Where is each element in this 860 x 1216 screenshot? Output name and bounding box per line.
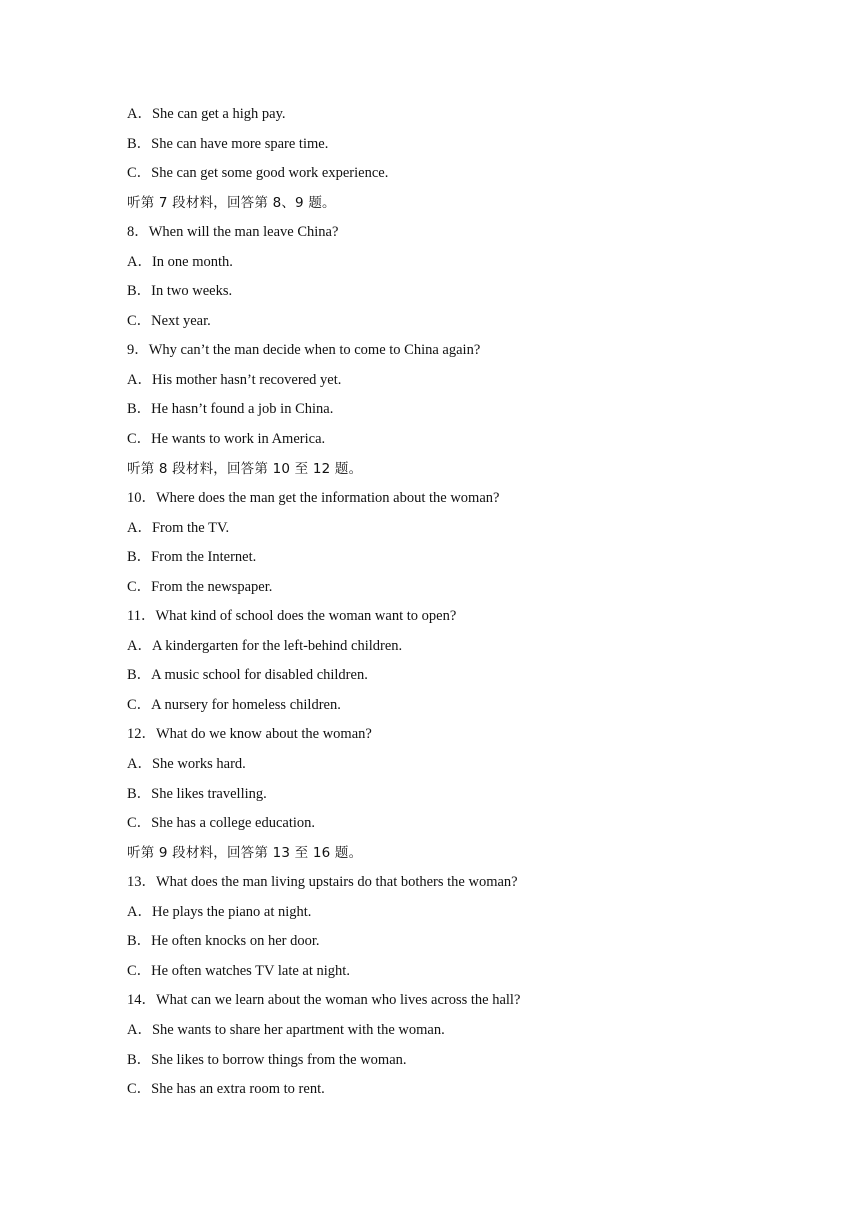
question-text: 12．What do we know about the woman? xyxy=(127,726,372,743)
answer-option: A．In one month. xyxy=(127,253,233,270)
answer-option: C．She can get some good work experience. xyxy=(127,165,389,182)
answer-option: A．From the TV. xyxy=(127,519,230,536)
answer-option: C．Next year. xyxy=(127,312,211,329)
answer-option: B．She likes to borrow things from the woman. xyxy=(127,1051,407,1068)
document-body xyxy=(127,102,747,1107)
answer-option: C．She has a college education. xyxy=(127,815,316,832)
answer-option: C．She has an extra room to rent. xyxy=(127,1081,325,1098)
answer-option: B．She can have more spare time. xyxy=(127,135,329,152)
answer-option: C．He wants to work in America. xyxy=(127,431,326,448)
question-text: 11．What kind of school does the woman want to open? xyxy=(127,608,457,625)
question-text: 13．What does the man living upstairs do that bothers the woman? xyxy=(127,874,518,891)
question-text: 9．Why can’t the man decide when to come to China again? xyxy=(127,342,481,359)
section-instruction: 听第 8 段材料，回答第 10 至 12 题。 xyxy=(127,460,363,477)
answer-option: C．A nursery for homeless children. xyxy=(127,696,341,713)
answer-option: A．She wants to share her apartment with the woman. xyxy=(127,1021,445,1038)
answer-option: B．From the Internet. xyxy=(127,549,257,566)
answer-option: B．She likes travelling. xyxy=(127,785,267,802)
answer-option: A．His mother hasn’t recovered yet. xyxy=(127,371,342,388)
answer-option: B．He hasn’t found a job in China. xyxy=(127,401,334,418)
section-instruction: 听第 7 段材料，回答第 8、9 题。 xyxy=(127,194,336,211)
answer-option: B．A music school for disabled children. xyxy=(127,667,368,684)
answer-option: A．She can get a high pay. xyxy=(127,106,286,122)
answer-option: C．From the newspaper. xyxy=(127,578,273,595)
question-text: 10．Where does the man get the information about the woman? xyxy=(127,490,500,507)
answer-option: A．She works hard. xyxy=(127,756,246,773)
section-instruction: 听第 9 段材料，回答第 13 至 16 题。 xyxy=(127,844,363,861)
answer-option: B．He often knocks on her door. xyxy=(127,933,320,950)
question-text: 14．What can we learn about the woman who lives across the hall? xyxy=(127,992,521,1009)
answer-option: C．He often watches TV late at night. xyxy=(127,962,350,979)
question-text: 8．When will the man leave China? xyxy=(127,224,339,241)
answer-option: A．He plays the piano at night. xyxy=(127,903,312,920)
answer-option: A．A kindergarten for the left-behind children. xyxy=(127,637,403,654)
answer-option: B．In two weeks. xyxy=(127,283,233,300)
